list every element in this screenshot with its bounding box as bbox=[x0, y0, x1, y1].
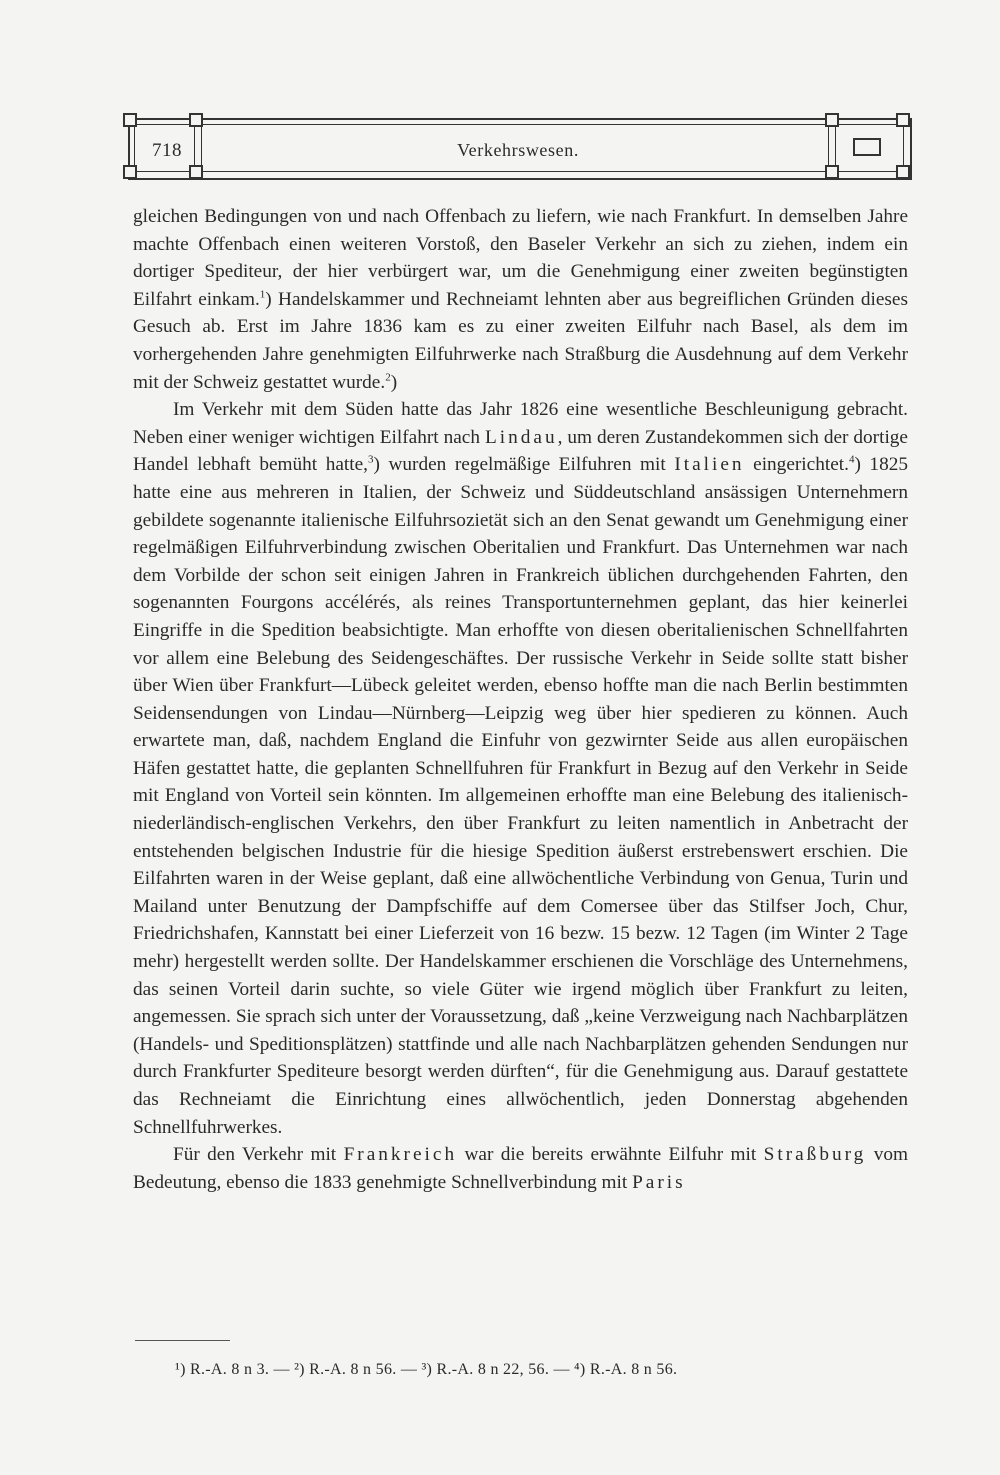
text-run: ) 1825 hatte eine aus mehreren in Italien, der Schweiz und Süddeutschland ansässigen Unternehmern gebildete sogenannte italienische Eilfuhrsozietät sich an den Senat gewandt um Genehmigung einer regelmäßigen Eilfuhrverbindung zwischen Oberitalien und Frankfurt. Das Unternehmen war nach dem Vorbilde der schon seit einigen Jahren in Frankreich üblichen durchgehenden Fahrten, den sogenannten Fourgons accélérés, als reines Transportunternehmen geplant, das hier keinerlei Eingriffe in die Spedition beabsichtigte. Man erhoffte von diesen oberitalienischen Schnellfahrten vor allem eine Belebung des Seidengeschäftes. Der russische Verkehr in Seide sollte statt bisher über Wien über Frankfurt—Lübeck geleitet werden, ebenso hoffte man die nach Berlin bestimmten Seidensendungen von Lindau—Nürnberg—Leipzig weg über hier spedieren zu können. Auch erwartete man, daß, nachdem England die Einfuhr von gezwirnter Seide aus allen europäischen Häfen gestattet hatte, die geplanten Schnellfuhren für Frankfurt in Bezug auf den Verkehr in Seide mit England von Vorteil sein könnten. Im allgemeinen erhoffte man eine Belebung des italienisch-niederländisch-englischen Verkehrs, den über Frankfurt zu leiten namentlich in Anbetracht der entstehenden belgischen Industrie für die hiesige Spedition äußerst erstrebenswert erschien. Die Eilfahrten waren in der Weise geplant, daß eine allwöchentliche Verbindung von Genua, Turin und Mailand unter Benutzung der Dampfschiffe auf dem Comersee über das Stilfser Joch, Chur, Friedrichshafen, Kannstatt bei einer Lieferzeit von 16 bezw. 15 bezw. 12 Tagen (im Winter 2 Tage mehr) hergestellt werden sollte. Der Handelskammer erschienen die Vorschläge des Unternehmens, das seinen Vorteil darin suchte, so viele Güter wie irgend möglich über Frankfurt zu leiten, angemessen. Sie sprach sich unter der Voraussetzung, daß „keine Verzweigung nach Nachbarplätzen (Handels- und Speditionsplätzen) stattfinde und alle nach Nachbarplätzen gehenden Sendungen nur durch Frankfurter Spediteure besorgt werden dürften“, für die Genehmigung aus. Darauf gestattete das Rechneiamt die Einrichtung eines allwöchentlich, jeden Donnerstag abgehenden Schnellfuhrwerkes. bbox=[133, 454, 908, 1138]
header-corner-ornament bbox=[825, 165, 839, 179]
text-run: war die bereits erwähnte Eilfuhr mit bbox=[457, 1144, 764, 1166]
footnote-marker: 1 bbox=[259, 288, 266, 301]
text-run: , um deren Zustandekommen sich der dortige Handel lebhaft bemüht hatte, bbox=[133, 426, 908, 476]
header-corner-ornament bbox=[123, 165, 137, 179]
spaced-emphasis: Lindau bbox=[484, 426, 558, 448]
spaced-emphasis: Straßburg bbox=[763, 1144, 867, 1166]
text-run: vom Bedeutung, ebenso die 1833 genehmigte Schnellverbindung mit bbox=[133, 1144, 908, 1193]
text-run: ) Handelskammer und Rechneiamt lehnten aber aus begreiflichen Gründen dieses Gesuch ab. Erst im Jahre 1836 kam es zu einer zweiten Eilfuhr nach Basel, als dem im vorhergehenden Jahre genehmigten Eilfuhrwerke nach Straßburg die Ausdehnung auf dem Verkehr mit der Schweiz gestattet wurde. bbox=[133, 288, 908, 393]
text-run: Für den Verkehr mit bbox=[173, 1144, 344, 1166]
running-title: Verkehrswesen. bbox=[457, 140, 579, 160]
header-corner-ornament bbox=[896, 165, 910, 179]
body-text bbox=[133, 203, 908, 1196]
header-corner-ornament bbox=[896, 113, 910, 127]
header-box-ornament bbox=[853, 138, 881, 156]
spaced-emphasis: Paris bbox=[632, 1171, 686, 1193]
header-corner-ornament bbox=[189, 113, 203, 127]
header-corner-ornament bbox=[123, 113, 137, 127]
footnote-marker: 3 bbox=[368, 453, 374, 466]
text-run: Im Verkehr mit dem Süden hatte das Jahr 1826 eine wesentliche Beschleunigung gebracht. Neben einer weniger wichtigen Eilfahrt nach bbox=[133, 399, 908, 448]
running-header bbox=[128, 118, 910, 178]
text-run: ) bbox=[390, 371, 398, 393]
paragraph bbox=[133, 203, 908, 396]
footnote-marker: 2 bbox=[385, 371, 391, 384]
paragraph bbox=[133, 396, 908, 1141]
header-corner-ornament bbox=[189, 165, 203, 179]
footnote-rule bbox=[135, 1340, 230, 1341]
page-number: 718 bbox=[152, 140, 182, 161]
spaced-emphasis: Italien bbox=[674, 454, 745, 476]
text-run: eingerichtet. bbox=[744, 454, 849, 476]
header-corner-ornament bbox=[825, 113, 839, 127]
footnotes: ¹) R.-A. 8 n 3. — ²) R.-A. 8 n 56. — ³) R.-A. 8 n 22, 56. — ⁴) R.-A. 8 n 56. bbox=[175, 1361, 678, 1378]
paragraph bbox=[133, 1141, 908, 1196]
text-run: gleichen Bedingungen von und nach Offenbach zu liefern, wie nach Frankfurt. In demselben Jahre machte Offenbach einen weiteren Vorstoß, den Baseler Verkehr an sich zu ziehen, indem ein dortiger Spediteur, der hier verbürgert war, um die Genehmigung einer zweiten begünstigten Eilfahrt einkam. bbox=[133, 206, 908, 310]
text-run: ) wurden regelmäßige Eilfuhren mit bbox=[373, 454, 675, 476]
footnote-marker: 4 bbox=[848, 453, 855, 466]
spaced-emphasis: Frankreich bbox=[343, 1144, 458, 1166]
